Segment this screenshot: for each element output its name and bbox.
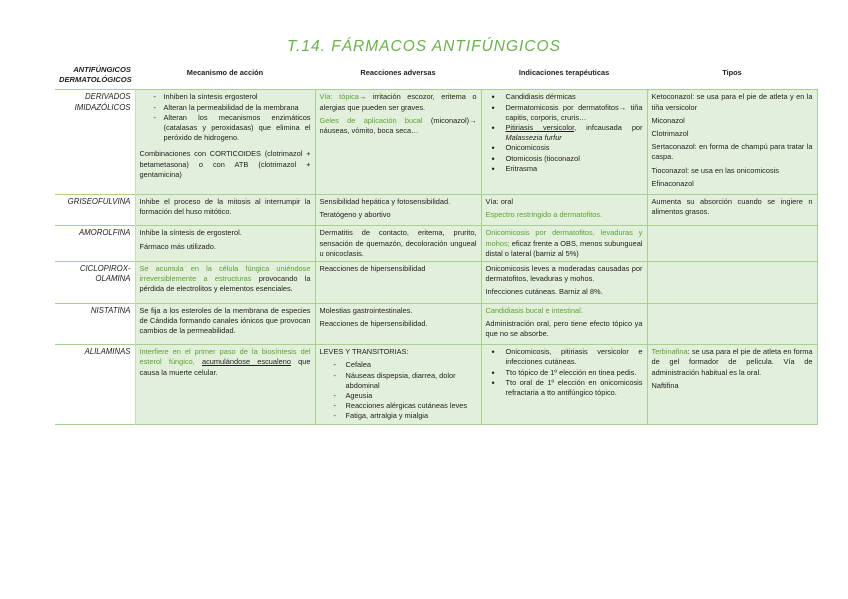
- indication-highlight: Onicomicosis por dermatofitos, levaduras y mohos;: [485, 228, 643, 248]
- route-label: Vía: tópica: [319, 92, 359, 102]
- list-item: - Fatiga, artralgia y mialgia: [334, 411, 477, 421]
- adverse-text: Reacciones de hipersensibilidad.: [319, 318, 428, 328]
- gel-text: (miconazol)→ náuseas, vómito, boca seca…: [319, 115, 477, 136]
- adverse-cell: [315, 195, 481, 226]
- types-cell: Aumenta su absorción cuando se ingiere n alimentos grasos.: [647, 195, 817, 226]
- list-item: • Onicomicosis, pitiriasis versicolor e infecciones cutáneas.: [492, 347, 643, 367]
- page-title: T.14. FÁRMACOS ANTIFÚNGICOS: [287, 38, 561, 55]
- adverse-cell: Dermatitis de contacto, eritema, prurito, sensación de quemazón, decoloración ungueal u onicoclasis.: [315, 226, 481, 262]
- adverse-heading: LEVES Y TRANSITORIAS:: [319, 347, 409, 357]
- list-item: • Dermatomicosis por dermatofitos→ tiña capitis, corporis, cruris…: [492, 103, 643, 123]
- mechanism-text: provocando la pérdida de electrolitos y elementos esenciales.: [139, 274, 311, 294]
- antifungal-table: [55, 62, 818, 425]
- mechanism-highlight: Interfiere en el primer paso de la biosíntesis del esterol fúngico,: [139, 347, 311, 367]
- adverse-cell: [315, 303, 481, 345]
- indications-cell: [481, 262, 647, 304]
- type-item: Clotrimazol: [651, 129, 689, 139]
- type-item: Tioconazol: se usa en las onicomicosis: [651, 165, 779, 175]
- header-types: Tipos: [647, 62, 817, 90]
- row-name: AMOROLFINA: [55, 226, 135, 262]
- type-item: Ketoconazol: se usa para el pie de atleta y en la tiña versicolor: [651, 92, 813, 112]
- types-cell: [647, 303, 817, 345]
- type-item: Naftifina: [651, 380, 679, 390]
- mechanism-text: que causa la muerte celular.: [139, 357, 311, 377]
- mechanism-cell: Se fija a los esteroles de la membrana de especies de Cándida formando canales iónicos que provocan cambios de la permeabilidad.: [135, 303, 315, 345]
- indication-text: Espectro restringido a dermatofitos.: [485, 210, 603, 220]
- indication-text: Administración oral, pero tiene efecto tópico ya que no se absorbe.: [485, 318, 643, 339]
- indication-text: , infcausada por: [574, 123, 643, 133]
- indication-text: Onicomicosis leves a moderadas causadas por dermatofitos, levaduras y mohos.: [485, 264, 643, 284]
- adverse-cell: [315, 345, 481, 424]
- indication-text: Vía: oral: [485, 197, 514, 207]
- gel-label: Geles de aplicación bucal: [319, 115, 423, 125]
- mechanism-cell: [135, 226, 315, 262]
- header-mechanism: Mecanismo de acción: [135, 62, 315, 90]
- table-row: [55, 226, 817, 262]
- adverse-cell: Reacciones de hipersensibilidad: [315, 262, 481, 304]
- mechanism-cell: Inhibe el proceso de la mitosis al interrumpir la formación del huso mitótico.: [135, 195, 315, 226]
- adverse-text: Sensibilidad hepática y fotosensibilidad.: [319, 197, 451, 207]
- list-item: • Candidiasis dérmicas: [492, 92, 643, 102]
- mechanism-highlight: Se acumula en la célula fúngica uniéndose irreversiblemente a estructuras: [139, 264, 311, 284]
- underlined-term: Pitiriasis versicolor: [505, 123, 575, 133]
- list-item: - Ageusia: [334, 391, 477, 401]
- row-name: ALILAMINAS: [55, 345, 135, 424]
- underlined-term: acumulándose escualeno: [201, 357, 291, 367]
- types-cell: [647, 226, 817, 262]
- list-item: - Alteran la permeabilidad de la membrana: [154, 103, 311, 113]
- indication-text: Infecciones cutáneas. Barniz al 8%.: [485, 287, 603, 297]
- combination-text: Combinaciones con CORTICOIDES (clotrimazol + betametasona) o con ATB (clotrimazol + gentamicina): [139, 149, 311, 179]
- adverse-text: Molestias gastrointestinales.: [319, 305, 413, 315]
- row-name: CICLOPIROX-OLAMINA: [55, 262, 135, 304]
- types-cell: [647, 90, 817, 195]
- header-adverse: Reacciones adversas: [315, 62, 481, 90]
- mechanism-cell: [135, 262, 315, 304]
- row-name: DERIVADOS IMIDAZÓLICOS: [55, 90, 135, 195]
- list-item: - Alteran los mecanismos enzimáticos (catalasas y peroxidasas) que elimina el peróxido de hidrogeno.: [154, 113, 311, 144]
- route-text: → irritación escozor, eritema o alergias que pueden ser graves.: [319, 92, 477, 112]
- header-indications: Indicaciones terapéuticas: [481, 62, 647, 90]
- row-name: GRISEOFULVINA: [55, 195, 135, 226]
- header-group: ANTIFÚNGICOS DERMATOLÓGICOS: [55, 62, 135, 90]
- species-name: Malassezia furfur: [505, 133, 562, 143]
- mechanism-text: Inhibe la síntesis de ergosterol.: [139, 228, 242, 238]
- table-row: [55, 303, 817, 345]
- table-row: [55, 262, 817, 304]
- list-item: • Onicomicosis: [492, 143, 643, 153]
- indication-highlight: Candidiasis bucal e intestinal.: [485, 305, 583, 315]
- table-row: [55, 345, 817, 424]
- row-name: NISTATINA: [55, 303, 135, 345]
- type-text: : se usa para el pie de atleta en forma de gel formador de película. Vía de administración habitual es la oral.: [651, 347, 813, 377]
- indication-text: eficaz frente a OBS, menos subungueal distal o lateral (barniz al 5%): [485, 238, 643, 258]
- adverse-text: Teratógeno y abortivo: [319, 210, 391, 220]
- types-cell: [647, 262, 817, 304]
- indications-cell: [481, 345, 647, 424]
- list-item: - Reacciones alérgicas cutáneas leves: [334, 401, 477, 411]
- header-row: [55, 62, 817, 90]
- indications-cell: [481, 195, 647, 226]
- table-row: [55, 90, 817, 195]
- list-item: [492, 123, 643, 143]
- list-item: - Náuseas dispepsia, diarrea, dolor abdominal: [334, 371, 477, 391]
- list-item: - Cefalea: [334, 360, 477, 370]
- type-item: Miconazol: [651, 115, 685, 125]
- type-highlight: Terbinafina: [651, 347, 688, 357]
- indications-cell: [481, 90, 647, 195]
- list-item: • Tto tópico de 1º elección en tinea pedis.: [492, 368, 643, 378]
- list-item: • Eritrasma: [492, 164, 643, 174]
- mechanism-text: Fármaco más utilizado.: [139, 241, 216, 251]
- list-item: • Otomicosis (tioconazol: [492, 154, 643, 164]
- type-item: Efinaconazol: [651, 178, 694, 188]
- list-item: - Inhiben la síntesis ergosterol: [154, 92, 311, 102]
- indications-cell: [481, 303, 647, 345]
- mechanism-cell: [135, 90, 315, 195]
- adverse-cell: [315, 90, 481, 195]
- mechanism-cell: [135, 345, 315, 424]
- types-cell: [647, 345, 817, 424]
- indications-cell: [481, 226, 647, 262]
- table-row: [55, 195, 817, 226]
- type-item: Sertaconazol: en forma de champú para tratar la caspa.: [651, 142, 813, 162]
- list-item: • Tto oral de 1º elección en onicomicosis refractaria a tto antifúngico tópico.: [492, 378, 643, 398]
